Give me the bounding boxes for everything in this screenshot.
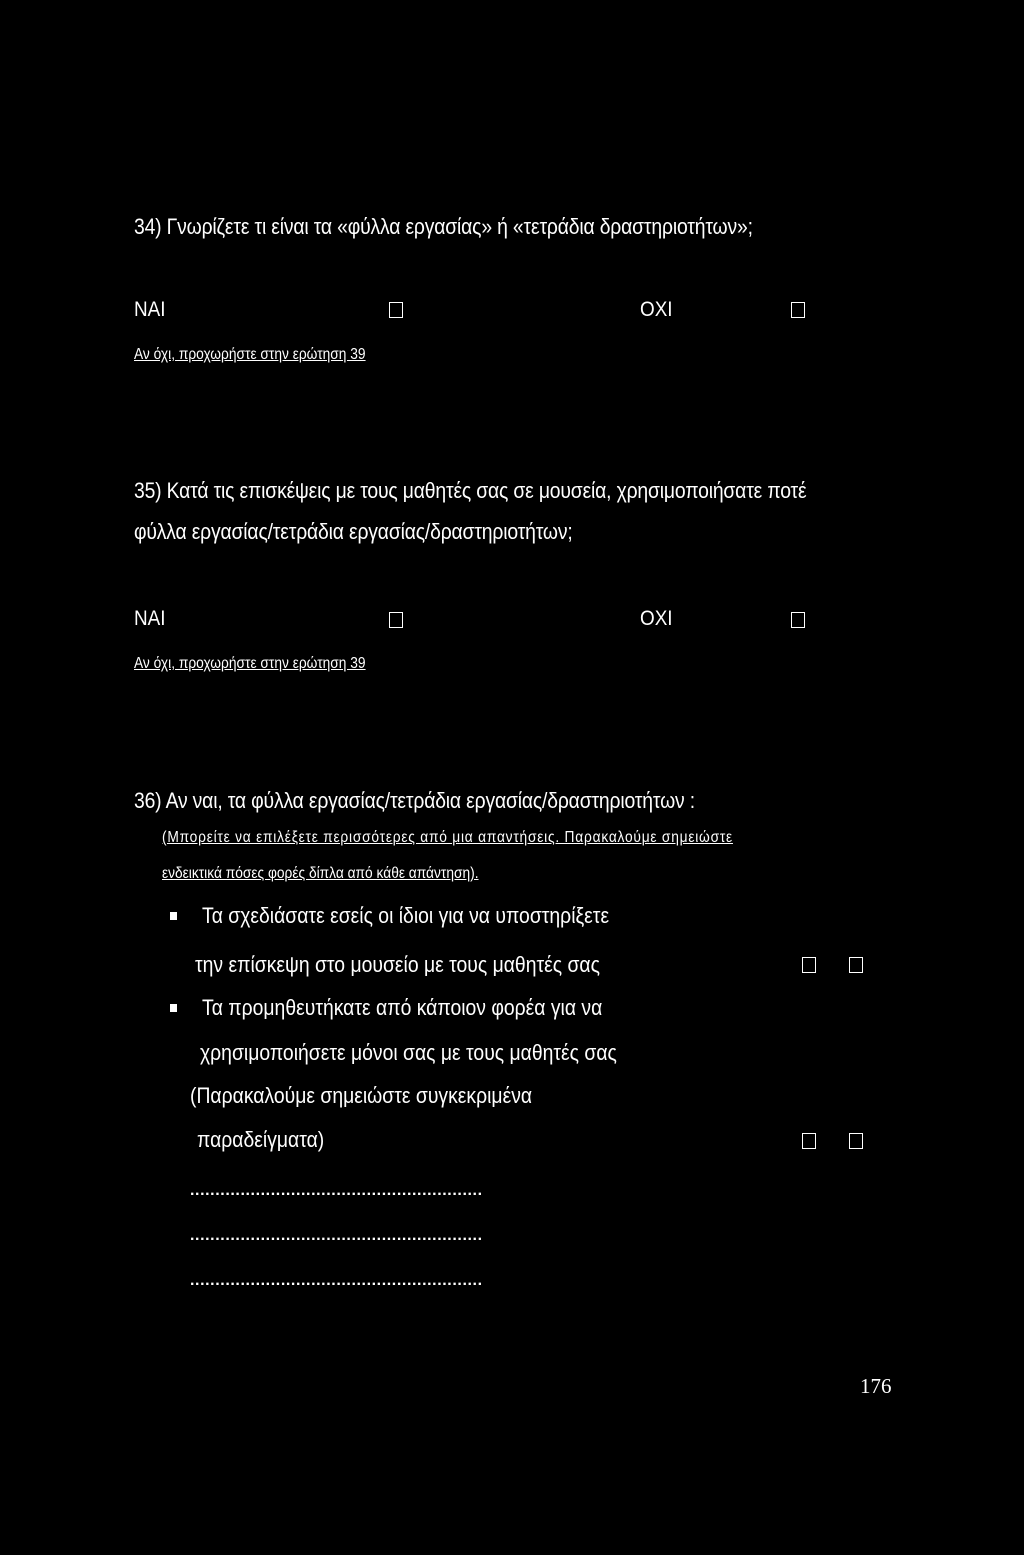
q35-no-checkbox[interactable] [791,612,805,628]
q35-yes-label: ΝΑΙ [134,607,166,630]
q36-item1-line1: Τα σχεδιάσατε εσείς οι ίδιοι για να υποστηρίξετε [202,903,610,928]
bullet-icon [170,912,177,920]
q36-item1-checkbox-a[interactable] [802,957,816,973]
q34-yes-checkbox[interactable] [389,302,403,318]
q36-item2-checkbox-a[interactable] [802,1133,816,1149]
question-34-text: 34) Γνωρίζετε τι είναι τα «φύλλα εργασίας» ή «τετράδια δραστηριοτήτων»; [134,214,753,239]
q36-item2-line4: παραδείγματα) [197,1127,325,1152]
q34-yes-label: ΝΑΙ [134,298,166,321]
q36-item2-line1: Τα προμηθευτήκατε από κάποιον φορέα για να [202,995,603,1020]
q35-no-label: ΟΧΙ [640,607,673,630]
q35-skip-note: Αν όχι, προχωρήστε στην ερώτηση 39 [134,655,366,672]
answer-dotted-line-1[interactable]: .......................................................... [190,1182,483,1199]
question-35-line2: φύλλα εργασίας/τετράδια εργασίας/δραστηριοτήτων; [134,519,573,544]
q34-no-checkbox[interactable] [791,302,805,318]
page-number: 176 [860,1374,892,1398]
q36-item1-line2: την επίσκεψη στο μουσείο με τους μαθητές σας [195,952,600,977]
q36-instruction-line2: ενδεικτικά πόσες φορές δίπλα από κάθε απάντηση). [162,865,479,882]
question-35-line1: 35) Κατά τις επισκέψεις με τους μαθητές σας σε μουσεία, χρησιμοποιήσατε ποτέ [134,478,807,503]
question-36-text: 36) Αν ναι, τα φύλλα εργασίας/τετράδια εργασίας/δραστηριοτήτων : [134,788,695,813]
q36-item2-line2: χρησιμοποιήσετε μόνοι σας με τους μαθητές σας [200,1040,617,1065]
answer-dotted-line-2[interactable]: .......................................................... [190,1227,483,1244]
q36-instruction-line1: (Μπορείτε να επιλέξετε περισσότερες από μια απαντήσεις. Παρακαλούμε σημειώστε [162,829,733,846]
q36-item2-line3: (Παρακαλούμε σημειώστε συγκεκριμένα [190,1083,533,1108]
q34-skip-note: Αν όχι, προχωρήστε στην ερώτηση 39 [134,346,366,363]
q35-yes-checkbox[interactable] [389,612,403,628]
q34-no-label: ΟΧΙ [640,298,673,321]
q36-item2-checkbox-b[interactable] [849,1133,863,1149]
q36-item1-checkbox-b[interactable] [849,957,863,973]
answer-dotted-line-3[interactable]: .......................................................... [190,1272,483,1289]
bullet-icon [170,1004,177,1012]
